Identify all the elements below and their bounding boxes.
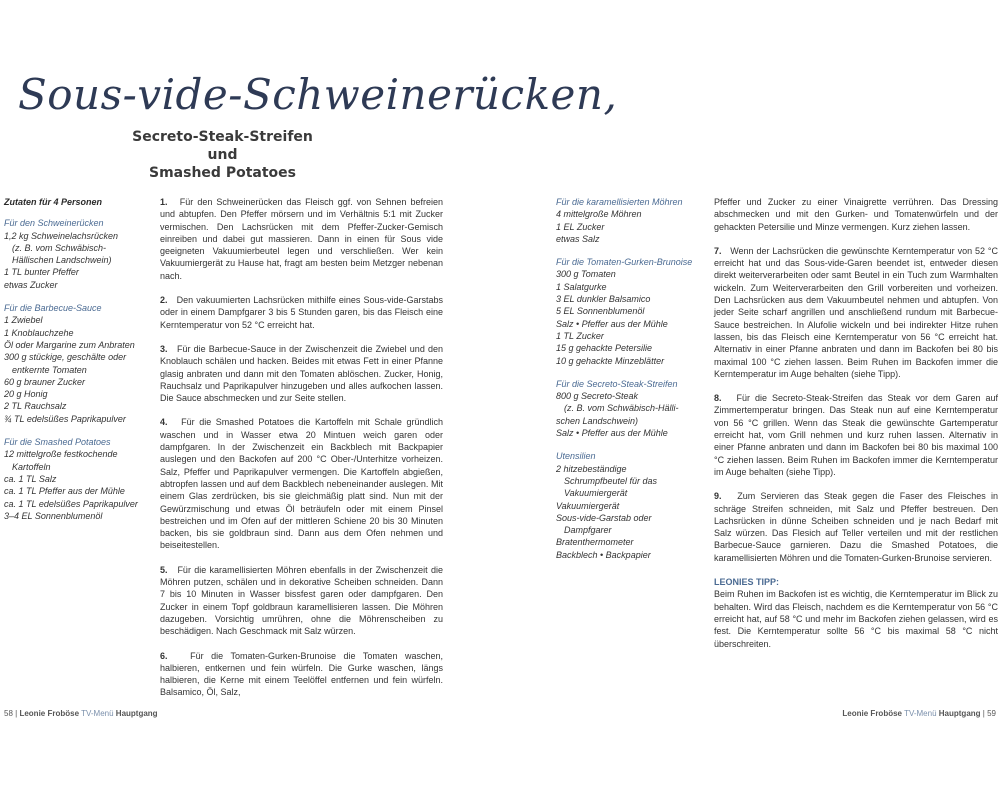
step-text: Für die karamellisierten Möhren ebenfalls in der Zwischenzeit die Möhren putzen, schälen und in dekorative Scheiben schneiden. Dann 7 bis 10 Minuten in Wasser bissfest garen oder dampfgaren. Den Zucker in einem Topf goldbraun karamellisieren lassen. Die Möhren dazugeben. Vorsichtig umrühren, ohne die Möhrenscheiben zu beschädigen. Nach Geschmack mit Salz würzen. xyxy=(160,564,443,637)
ingredient-item: Schrumpfbeutel für das xyxy=(564,475,658,486)
ingredient-item: Salz • Pfeffer aus der Mühle xyxy=(556,428,668,439)
ingredient-item: Vakuumiergerät xyxy=(564,488,628,499)
ingredient-item: 1 TL Zucker xyxy=(556,330,604,341)
tip-title: LEONIES TIPP: xyxy=(714,577,780,588)
ingredient-item: (z. B. vom Schwäbisch- xyxy=(12,242,107,253)
ingredient-item: 1 Knoblauchzehe xyxy=(4,327,74,338)
ingredients-column-left xyxy=(4,196,152,522)
step-number: 5. xyxy=(160,564,168,575)
ingredients-heading: Zutaten für 4 Personen xyxy=(4,197,103,207)
ingredient-item: 2 hitzebeständige xyxy=(556,463,627,474)
step-8 xyxy=(714,392,998,478)
footer-section: Hauptgang xyxy=(938,709,981,718)
step-text: Zum Servieren das Steak gegen die Faser des Fleisches in schräge Streifen schneiden, mit Salz und Pfeffer bestreuen. Den Lachsrücken in dünne Scheiben schneiden und je nach Bedarf mit Salz würzen. Das Flesich auf Teller verteilen und mit der restlichen Barbecue-Sauce garnieren. Dazu die Smashed Potatoes, die karamellisierten Möhren und die Tomaten-Gurken-Brunoise servieren. xyxy=(714,491,998,563)
ingredient-group-title: Für die Tomaten-Gurken-Brunoise xyxy=(556,257,693,268)
ingredient-item: 2 TL Rauchsalz xyxy=(4,401,67,412)
ingredient-item: Öl oder Margarine zum Anbraten xyxy=(4,339,135,350)
ingredient-item: ca. 1 TL Salz xyxy=(4,473,57,484)
step-text: Den vakuumierten Lachsrücken mithilfe eines Sous-vide-Garstabs oder in einem Dampfgarer 3 bis 5 Stunden garen, bis das Fleisch eine Kerntemperatur von 52 °C erreicht hat. xyxy=(160,295,443,330)
step-text: Für den Schweinerücken das Fleisch ggf. von Sehnen befreien und abtupfen. Den Pfeffer mörsern und im Verhältnis 5:1 mit Zucker vermischen. Den Lachsrücken mit dem Pfeffer-Zucker-Gemisch einreiben und dabei gut massieren. Dann in einen für Sous vide geeigneten Vakuumierbeutel legen und verschließen. Wer kein Vakuumiergerät zu Hause hat, fragt am besten beim Metzger nebenan nach. xyxy=(160,197,443,281)
footer-left xyxy=(4,709,158,718)
footer-separator: | xyxy=(982,709,985,718)
step-number: 3. xyxy=(160,343,168,354)
ingredient-item: Sous-vide-Garstab oder xyxy=(556,512,652,523)
ingredient-item: Kartoffeln xyxy=(12,461,51,472)
step-text: Pfeffer und Zucker zu einer Vinaigrette verrühren. Das Dressing abschmecken und mit den Gurken- und Tomatenwürfeln und der gehackten Petersilie und Minze vermengen. Kurz ziehen lassen. xyxy=(714,197,998,232)
ingredient-item: 1 Salatgurke xyxy=(556,281,607,292)
ingredient-item: entkernte Tomaten xyxy=(12,364,87,375)
footer-section: Hauptgang xyxy=(115,709,158,718)
ingredient-item: Bratenthermometer xyxy=(556,537,634,548)
ingredient-item: 3–4 EL Sonnenblumenöl xyxy=(4,510,103,521)
ingredient-item: etwas Zucker xyxy=(4,279,58,290)
ingredient-item: 12 mittelgroße festkochende xyxy=(4,449,118,460)
footer-separator: | xyxy=(15,709,18,718)
ingredient-item: Dampfgarer xyxy=(564,525,612,536)
ingredient-item: 10 g gehackte Minzeblätter xyxy=(556,355,665,366)
ingredient-item: 15 g gehackte Petersilie xyxy=(556,343,653,354)
ingredient-group-title: Für den Schweinerücken xyxy=(4,218,104,229)
subtitle-line-2: Smashed Potatoes xyxy=(149,165,296,181)
footer-right xyxy=(842,709,996,718)
subtitle-line-1: Secreto-Steak-Streifen und xyxy=(132,129,313,163)
step-3 xyxy=(160,343,443,404)
step-text: Für die Tomaten-Gurken-Brunoise die Tomaten waschen, halbieren, entkernen und fein würfeln. Die Gurke waschen, längs halbieren, die Kerne mit einem Teelöffel entfernen und fein würfeln. Balsamico, Öl, Salz, xyxy=(160,650,443,698)
ingredient-item: 5 EL Sonnenblumenöl xyxy=(556,306,645,317)
step-2 xyxy=(160,294,443,331)
ingredient-group-title: Für die Secreto-Steak-Streifen xyxy=(556,378,678,389)
ingredient-item: 300 g Tomaten xyxy=(556,269,616,280)
ingredients-column-right xyxy=(556,196,706,561)
footer-series: TV-Menü xyxy=(904,709,937,718)
step-9 xyxy=(714,490,998,564)
step-text: Für die Secreto-Steak-Streifen das Steak vor dem Garen auf Zimmertemperatur bringen. Das Steak nun auf eine Kerntemperatur von 56 °C grillen. Wenn das Steak die gewünschte Gartemperatur erreicht hat, vom Grill nehmen und kurz ruhen lassen. Alternativ in einer Pfanne anbraten und dann im Backofen bei 80 bis maximal 100 °C ziehen lassen. Beim Ruhen im Backofen immer die Kerntemperatur im Auge behalten (siehe Tipp). xyxy=(714,393,998,477)
page-title: Sous-vide-Schweinerücken, xyxy=(18,70,618,119)
step-text: Für die Smashed Potatoes die Kartoffeln mit Schale gründlich waschen und in Wasser etwa 20 Mintuen weich garen oder dampfgaren. In der Zwischenzeit ein Backblech mit Backpapier auslegen und den Backofen auf 200 °C Ober-/Unterhitze vorheizen. Salz, Pfeffer und Paprikapulver vermengen. Die Kartoffeln abgießen, abtropfen lassen und auf dem Backblech nebeneinander auslegen. Mit einem Glas zerdrücken, bis sie gleichmäßig platt sind. Nun mit der Gewürzmischung und etwas Öl beträufeln oder mit einem Pinsel bestreichen und im Ofen auf der mittleren Schiene 20 bis 30 Minuten backen, bis sie goldbraun sind. Dann aus dem Ofen nehmen und beiseitestellen. xyxy=(160,417,443,551)
ingredient-item: 800 g Secreto-Steak xyxy=(556,391,639,402)
step-6-continued xyxy=(714,196,998,233)
ingredient-item: 3 EL dunkler Balsamico xyxy=(556,294,651,305)
step-number: 1. xyxy=(160,197,168,207)
step-number: 4. xyxy=(160,417,168,428)
ingredient-item: 1 TL bunter Pfeffer xyxy=(4,267,79,278)
ingredient-item: 1,2 kg Schweinelachsrücken xyxy=(4,230,119,241)
ingredient-item: etwas Salz xyxy=(556,233,600,244)
ingredient-item: 20 g Honig xyxy=(4,389,48,400)
tip-text: Beim Ruhen im Backofen ist es wichtig, die Kerntemperatur im Blick zu behalten. Wird das Fleisch, nachdem es die Kerntemperatur von 56 °C erreicht hat, auf 58 °C und mehr im Backofen ziehen gelassen, wird es fest. Die Kerntemperatur sollte 56 °C bis maximal 58 °C nicht überschreiten. xyxy=(714,589,998,649)
page-number: 58 xyxy=(4,709,13,718)
ingredient-group-title: Für die karamellisierten Möhren xyxy=(556,197,683,207)
ingredient-item: ca. 1 TL Pfeffer aus der Mühle xyxy=(4,486,125,497)
steps-column-1 xyxy=(160,196,443,699)
footer-series: TV-Menü xyxy=(81,709,114,718)
ingredient-item: 1 EL Zucker xyxy=(556,221,605,232)
steps-column-2 xyxy=(714,196,998,650)
ingredient-item: Vakuumiergerät xyxy=(556,500,620,511)
step-number: 9. xyxy=(714,491,722,502)
ingredient-item: ca. 1 TL edelsüßes Paprikapulver xyxy=(4,498,138,509)
step-number: 6. xyxy=(160,650,168,661)
ingredient-item: 300 g stückige, geschälte oder xyxy=(4,352,127,363)
footer-author: Leonie Froböse xyxy=(842,709,902,718)
step-4 xyxy=(160,416,443,551)
step-6 xyxy=(160,650,443,699)
ingredient-item: Backblech • Backpapier xyxy=(556,549,651,560)
ingredient-item: 1 Zwiebel xyxy=(4,315,43,326)
recipe-subtitle xyxy=(120,128,325,182)
step-7 xyxy=(714,245,998,380)
footer-author: Leonie Froböse xyxy=(19,709,80,718)
ingredient-item: Hällischen Landschwein) xyxy=(12,255,112,266)
step-number: 8. xyxy=(714,393,722,404)
ingredient-group-title: Für die Smashed Potatoes xyxy=(4,437,111,448)
step-text: Für die Barbecue-Sauce in der Zwischenzeit die Zwiebel und den Knoblauch schälen und hacken. Beides mit etwas Fett in einer Pfanne glasig anbraten und dann mit den Tomaten ablöschen. Zucker, Honig, Rauchsalz und Paprikapulver hinzugeben und alles aufkochen lassen. Die Sauce abschmecken und zur Seite stellen. xyxy=(160,343,443,404)
step-number: 2. xyxy=(160,295,168,306)
ingredient-item: 60 g brauner Zucker xyxy=(4,376,86,387)
step-text: Wenn der Lachsrücken die gewünschte Kerntemperatur von 52 °C erreicht hat und das Sous-vide-Garen beendet ist, entweder diesen direkt weiterverarbeiten oder samt Beutel in ein Tuch zum Warmhalten wickeln. Zum Weiterverarbeiten den Grill vorbereiten und vorheizen. Den Lachsrücken aus dem Vakuumbeutel nehmen und abtupfen. Von jeder Seite scharf angrillen und anschließend rundum mit Barbecue-Sauce bestreichen. In Alufolie wickeln und bei indirekter Hitze ruhen lassen, bis das Fleisch eine Kerntemperatur von 56 °C erreicht hat. Alternativ in einer Pfanne anbraten und dann im Backofen bei 80 bis maximal 100 °C ziehen lassen. Beim Ruhen im Backofen immer die Kerntemperatur im Auge behalten (siehe Tipp). xyxy=(714,245,998,379)
step-number: 7. xyxy=(714,245,722,256)
page-number: 59 xyxy=(987,709,996,718)
ingredient-group-title: Utensilien xyxy=(556,451,596,462)
ingredient-item: 4 mittelgroße Möhren xyxy=(556,209,642,220)
step-1 xyxy=(160,196,443,282)
ingredient-item: ¾ TL edelsüßes Paprikapulver xyxy=(4,413,126,424)
ingredient-item: schen Landschwein) xyxy=(556,415,639,426)
ingredient-item: (z. B. vom Schwäbisch-Hälli- xyxy=(564,403,679,414)
ingredient-group-title: Für die Barbecue-Sauce xyxy=(4,303,102,314)
ingredient-item: Salz • Pfeffer aus der Mühle xyxy=(556,318,668,329)
step-5 xyxy=(160,564,443,638)
